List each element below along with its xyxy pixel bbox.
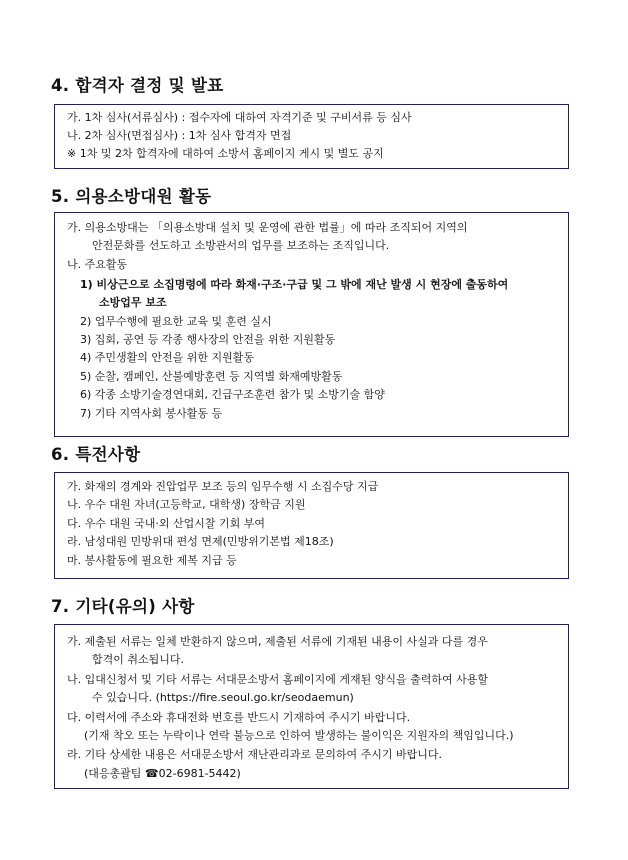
section-5-line: 나. 주요활동 <box>67 258 128 271</box>
section-5-box <box>54 212 569 437</box>
section-6-line: 나. 우수 대원 자녀(고등학교, 대학생) 장학금 지원 <box>67 498 306 511</box>
section-5-line: 2) 업무수행에 필요한 교육 및 훈련 실시 <box>80 315 272 328</box>
section-7-line: (대응총괄팀 ☎02-6981-5442) <box>84 767 241 780</box>
section-5-line: 안전문화를 선도하고 소방관서의 업무를 보조하는 조직입니다. <box>92 239 390 252</box>
section-7-box <box>54 624 569 789</box>
section-6-box <box>54 472 569 579</box>
section-5-title: 5. 의용소방대원 활동 <box>51 187 212 206</box>
section-4-box <box>54 104 569 169</box>
section-7-line: 나. 입대신청서 및 기타 서류는 서대문소방서 홈페이지에 게재된 양식을 출력하여 사용할 <box>67 673 488 686</box>
section-5-line-bold: 소방업무 보조 <box>99 296 167 309</box>
section-6-line: 가. 화재의 경계와 진압업무 보조 등의 임무수행 시 소집수당 지급 <box>67 480 379 493</box>
section-4-line: 가. 1차 심사(서류심사) : 접수자에 대하여 자격기준 및 구비서류 등 심사 <box>67 111 412 124</box>
section-5-line: 가. 의용소방대는 「의용소방대 설치 및 운영에 관한 법률」에 따라 조직되어 지역의 <box>67 221 468 234</box>
section-5-line: 3) 집회, 공연 등 각종 행사장의 안전을 위한 지원활동 <box>80 333 336 346</box>
section-6-title: 6. 특전사항 <box>51 445 141 464</box>
section-7-line: 수 있습니다. (https://fire.seoul.go.kr/seodaemun) <box>92 691 354 704</box>
section-7-line: 다. 이력서에 주소와 휴대전화 번호를 반드시 기재하여 주시기 바랍니다. <box>67 711 411 724</box>
section-5-line: 5) 순찰, 캠페인, 산불예방훈련 등 지역별 화재예방활동 <box>80 370 343 383</box>
section-4-title: 4. 합격자 결정 및 발표 <box>51 76 224 95</box>
section-7-title: 7. 기타(유의) 사항 <box>51 597 195 616</box>
section-5-line: 7) 기타 지역사회 봉사활동 등 <box>80 407 223 420</box>
section-5-line: 4) 주민생활의 안전을 위한 지원활동 <box>80 351 255 364</box>
section-4-line: ※ 1차 및 2차 합격자에 대하여 소방서 홈페이지 게시 및 별도 공지 <box>67 147 384 160</box>
section-4-line: 나. 2차 심사(면접심사) : 1차 심사 합격자 면접 <box>67 129 292 142</box>
section-7-line: 합격이 취소됩니다. <box>92 653 185 666</box>
section-5-line-bold: 1) 비상근으로 소집명령에 따라 화재·구조·구급 및 그 밖에 재난 발생 시 현장에 출동하여 <box>80 278 509 291</box>
section-7-line: 라. 기타 상세한 내용은 서대문소방서 재난관리과로 문의하여 주시기 바랍니다. <box>67 748 442 761</box>
section-6-line: 다. 우수 대원 국내·외 산업시찰 기회 부여 <box>67 517 265 530</box>
section-7-line: (기재 착오 또는 누락이나 연락 불능으로 인하여 발생하는 불이익은 지원자의 책임입니다.) <box>84 729 514 742</box>
section-5-line: 6) 각종 소방기술경연대회, 긴급구조훈련 참가 및 소방기술 함양 <box>80 388 385 401</box>
section-6-line: 라. 남성대원 민방위대 편성 면제(민방위기본법 제18조) <box>67 535 334 548</box>
section-6-line: 마. 봉사활동에 필요한 제복 지급 등 <box>67 554 237 567</box>
section-7-line: 가. 제출된 서류는 일체 반환하지 않으며, 제출된 서류에 기재된 내용이 사실과 다를 경우 <box>67 635 488 648</box>
